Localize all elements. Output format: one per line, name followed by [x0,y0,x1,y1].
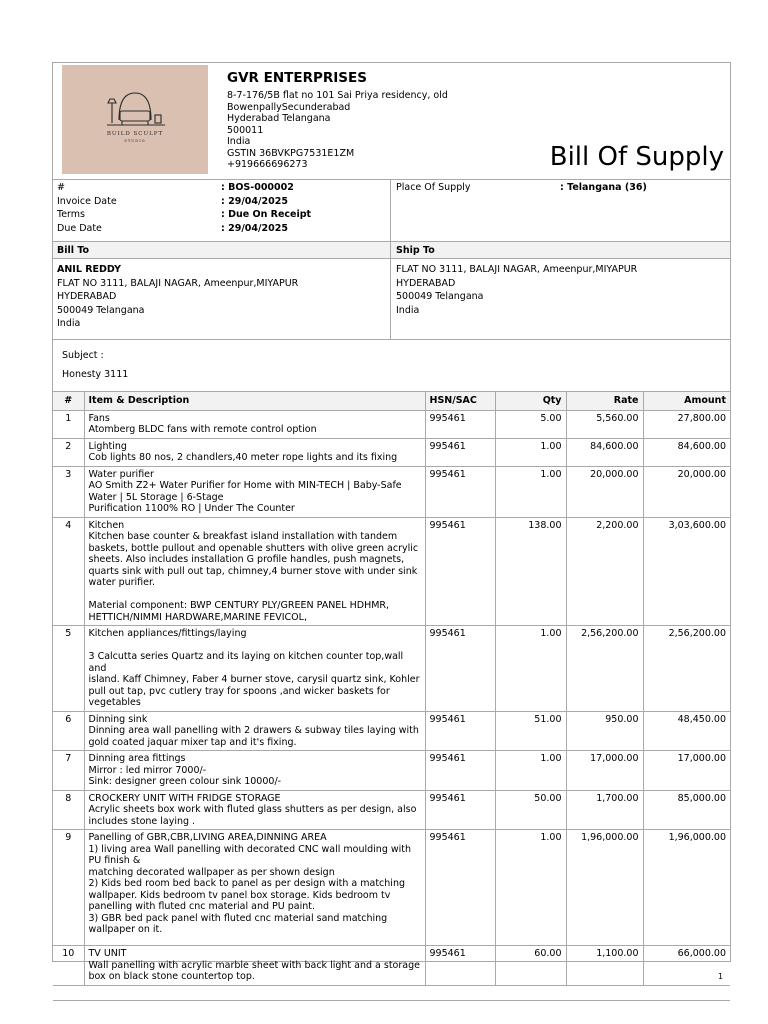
ship-to-address [396,263,637,317]
ship-to-heading: Ship To [396,245,435,256]
qty-cell: 1.00 [495,466,566,517]
amount-cell: 3,03,600.00 [643,517,730,626]
col-header-hsn: HSN/SAC [425,392,495,410]
hsn-cell: 995461 [425,751,495,791]
rate-cell: 1,100.00 [566,946,643,986]
invoice-info [53,180,730,242]
item-cell [84,946,425,986]
qty-cell: 1.00 [495,751,566,791]
qty-cell: 60.00 [495,946,566,986]
item-name: Lighting [88,440,127,452]
invoice-number: : BOS-000002 [221,182,294,193]
place-of-supply-label: Place Of Supply [396,182,471,193]
invoice-frame [52,62,731,982]
customer-name: ANIL REDDY [57,264,121,275]
divider [390,242,391,258]
rate-cell: 1,700.00 [566,790,643,830]
item-name: TV UNIT [88,948,127,959]
row-number: 2 [53,438,84,466]
rate-cell: 84,600.00 [566,438,643,466]
address-line: 8-7-176/5B flat no 101 Sai Priya residency, old [227,90,448,101]
terms-value: : Due On Receipt [221,209,312,220]
item-cell [84,410,425,438]
amount-cell: 20,000.00 [643,466,730,517]
hsn-cell: 995461 [425,830,495,946]
row-number: 5 [53,626,84,712]
subject-block [53,340,730,392]
item-cell [84,790,425,830]
row-number: 1 [53,410,84,438]
row-number: 6 [53,711,84,751]
due-date: : 29/04/2025 [221,222,288,234]
item-description: AO Smith Z2+ Water Purifier for Home with MIN-TECH | Baby-Safe Water | 5L Storage | 6-Stage Purification 1100% RO | Under The Counter [88,480,402,514]
item-cell [84,626,425,712]
address-line: BowenpallySecunderabad [227,101,351,113]
item-description: Cob lights 80 nos, 2 chandlers,40 meter rope lights and its fixing [88,452,398,463]
row-number: 8 [53,790,84,830]
item-name: Water purifier [88,468,154,480]
hsn-cell: 995461 [425,517,495,626]
item-name: Kitchen appliances/fittings/laying [88,628,247,639]
invoice-date: : 29/04/2025 [221,195,288,207]
table-row [53,711,730,751]
company-logo [62,65,208,174]
amount-cell: 48,450.00 [643,711,730,751]
row-number: 10 [53,946,84,986]
rate-cell: 5,560.00 [566,410,643,438]
item-description: Kitchen base counter & breakfast island installation with tandem baskets, bottle pullout and openable shutters with olive green acrylic sheets. Also includes installation G profile handles, push magnets, quarts sink with pull out tap, chimney,4 burner stove with under sink water purifier. Material component: BWP CENTURY PLY/GREEN PANEL HDHMR, HETTICH/NIMMI HARDWARE,MARINE FEVICOL, [88,531,419,623]
bill-to-address [57,263,298,331]
item-description: Wall panelling with acrylic marble sheet with back light and a storage box on black stone countertop top. [88,959,420,982]
rate-cell: 950.00 [566,711,643,751]
address-line: FLAT NO 3111, BALAJI NAGAR, Ameenpur,MIYAPUR [396,264,638,275]
address-line: 500049 Telangana [396,291,484,302]
amount-cell: 2,56,200.00 [643,626,730,712]
address-line: India [227,136,251,147]
table-row [53,517,730,626]
item-name: Dinning sink [88,713,148,725]
hsn-cell: 995461 [425,946,495,986]
qty-cell: 5.00 [495,410,566,438]
qty-cell: 1.00 [495,626,566,712]
company-address [227,90,448,171]
hsn-cell: 995461 [425,790,495,830]
item-cell [84,711,425,751]
table-row [53,946,730,986]
row-number: 4 [53,517,84,626]
terms-label: Terms [57,209,85,220]
item-name: Dinning area fittings [88,753,186,764]
empty-cell [53,985,730,1000]
page-number: 1 [718,972,724,981]
rate-cell: 20,000.00 [566,466,643,517]
col-header-item: Item & Description [84,392,425,410]
item-cell [84,517,425,626]
table-row [53,438,730,466]
table-row-empty [53,985,730,1000]
address-line: FLAT NO 3111, BALAJI NAGAR, Ameenpur,MIYAPUR [57,277,299,289]
amount-cell: 84,600.00 [643,438,730,466]
logo-subtext: STUDIO [124,139,146,143]
subject-value: Honesty 3111 [62,369,129,380]
amount-cell: 66,000.00 [643,946,730,986]
row-number: 3 [53,466,84,517]
phone: +919666696273 [227,159,308,170]
document-title: Bill Of Supply [549,142,724,172]
address-line: HYDERABAD [57,291,117,302]
item-description: Atomberg BLDC fans with remote control option [88,424,317,435]
col-header-rate: Rate [566,392,643,410]
address-line: HYDERABAD [396,277,456,289]
item-cell [84,830,425,946]
items-table [53,392,730,1001]
table-row [53,751,730,791]
divider [390,180,391,241]
col-header-amount: Amount [643,392,730,410]
item-description: Dinning area wall panelling with 2 drawers & subway tiles laying with gold coated jaquar mixer tap and it's fixing. [88,725,419,748]
due-date-label: Due Date [57,222,102,234]
hsn-cell: 995461 [425,438,495,466]
address-line: 500049 Telangana [57,304,145,316]
company-name: GVR ENTERPRISES [227,70,367,86]
logo-text: BUILD SCULPT [106,131,164,137]
amount-cell: 17,000.00 [643,751,730,791]
subject-label: Subject : [62,350,104,361]
item-cell [84,466,425,517]
row-number: 7 [53,751,84,791]
invoice-date-label: Invoice Date [57,195,117,207]
table-row [53,466,730,517]
table-row [53,410,730,438]
divider [390,259,391,339]
qty-cell: 51.00 [495,711,566,751]
hsn-cell: 995461 [425,410,495,438]
qty-cell: 1.00 [495,830,566,946]
item-description: 3 Calcutta series Quartz and its laying on kitchen counter top,wall and island. Kaff Chimney, Faber 4 burner stove, carysil quartz sink, Kohler pull out tap, pvc cutlery tray for spoons ,and wicker baskets for vegetables [88,651,420,708]
item-name: Kitchen [88,519,125,531]
rate-cell: 1,96,000.00 [566,830,643,946]
table-header-row [53,392,730,410]
invoice-header [53,63,730,180]
row-number: 9 [53,830,84,946]
amount-cell: 1,96,000.00 [643,830,730,946]
item-name: Fans [88,412,110,424]
item-name: Panelling of GBR,CBR,LIVING AREA,DINNING AREA [88,832,327,843]
qty-cell: 50.00 [495,790,566,830]
item-cell [84,438,425,466]
qty-cell: 1.00 [495,438,566,466]
gstin: GSTIN 36BVKPG7531E1ZM [227,147,355,159]
address-line: India [396,304,420,316]
amount-cell: 27,800.00 [643,410,730,438]
invoice-number-label: # [57,182,65,193]
qty-cell: 138.00 [495,517,566,626]
item-cell [84,751,425,791]
item-description: Mirror : led mirror 7000/- Sink: designer green colour sink 10000/- [88,764,282,787]
col-header-number: # [53,392,84,410]
amount-cell: 85,000.00 [643,790,730,830]
col-header-qty: Qty [495,392,566,410]
item-description: Acrylic sheets box work with fluted glass shutters as per design, also includes stone laying . [88,804,417,827]
table-row [53,626,730,712]
table-row [53,830,730,946]
place-of-supply: : Telangana (36) [560,182,647,193]
item-description: 1) living area Wall panelling with decorated CNC wall moulding with PU finish & matching decorated wallpaper as per shown design 2) Kids bed room bed back to panel as per design with a matching wallpaper. Kids bedroom tv panel box storage. Kids bedroom tv panelling with fluted cnc material and PU paint. 3) GBR bed pack panel with fluted cnc material sand matching wallpaper on it. [88,843,412,935]
rate-cell: 17,000.00 [566,751,643,791]
address-block [53,259,730,340]
address-headings [53,242,730,259]
address-line: India [57,318,81,329]
hsn-cell: 995461 [425,711,495,751]
rate-cell: 2,56,200.00 [566,626,643,712]
address-line: Hyderabad Telangana [227,113,331,124]
table-row [53,790,730,830]
hsn-cell: 995461 [425,626,495,712]
bill-to-heading: Bill To [57,245,90,256]
item-name: CROCKERY UNIT WITH FRIDGE STORAGE [88,792,281,804]
rate-cell: 2,200.00 [566,517,643,626]
hsn-cell: 995461 [425,466,495,517]
address-line: 500011 [227,124,264,136]
